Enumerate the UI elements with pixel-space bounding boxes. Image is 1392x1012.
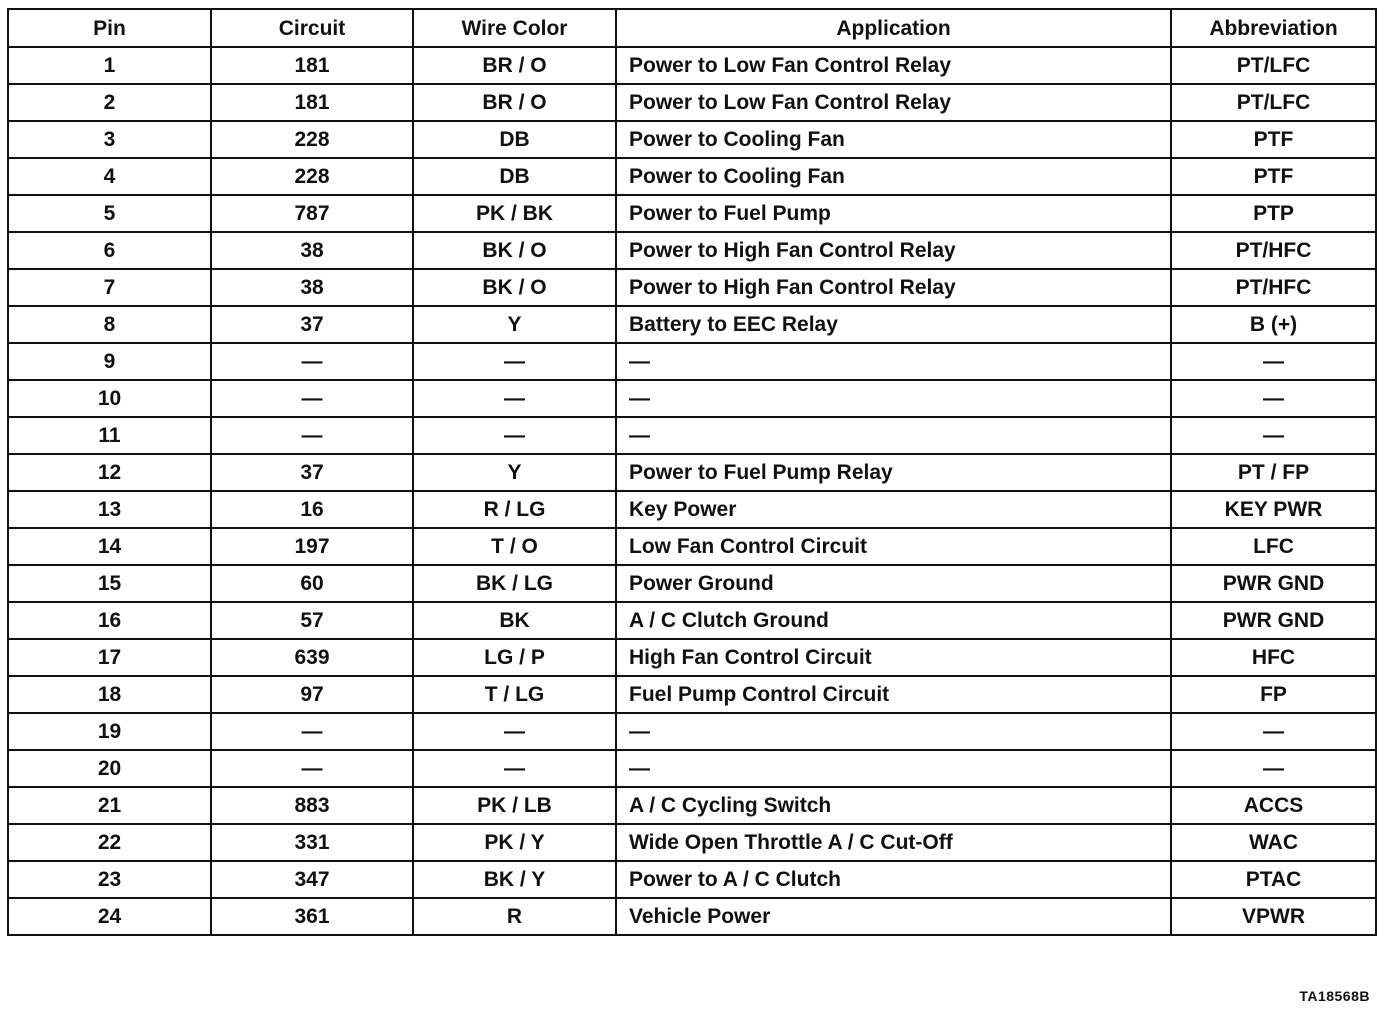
cell-wire-color: BK / O xyxy=(413,269,616,306)
cell-circuit: 16 xyxy=(211,491,413,528)
table-row xyxy=(8,602,1376,639)
cell-wire-color: BK / Y xyxy=(413,861,616,898)
cell-circuit: 37 xyxy=(211,306,413,343)
cell-pin: 1 xyxy=(8,47,211,84)
cell-abbreviation: B (+) xyxy=(1171,306,1376,343)
cell-pin: 2 xyxy=(8,84,211,121)
cell-abbreviation: KEY PWR xyxy=(1171,491,1376,528)
cell-circuit: — xyxy=(211,380,413,417)
header-application: Application xyxy=(616,9,1171,47)
table-row xyxy=(8,84,1376,121)
cell-circuit: 57 xyxy=(211,602,413,639)
cell-wire-color: BK xyxy=(413,602,616,639)
cell-circuit: 37 xyxy=(211,454,413,491)
cell-pin: 16 xyxy=(8,602,211,639)
table-row xyxy=(8,898,1376,935)
header-abbreviation: Abbreviation xyxy=(1171,9,1376,47)
cell-abbreviation: LFC xyxy=(1171,528,1376,565)
cell-application: — xyxy=(616,750,1171,787)
cell-pin: 8 xyxy=(8,306,211,343)
cell-circuit: 38 xyxy=(211,232,413,269)
table-row xyxy=(8,861,1376,898)
cell-circuit: 228 xyxy=(211,158,413,195)
cell-circuit: 347 xyxy=(211,861,413,898)
table-row xyxy=(8,380,1376,417)
table-row xyxy=(8,232,1376,269)
cell-wire-color: R xyxy=(413,898,616,935)
cell-circuit: 38 xyxy=(211,269,413,306)
cell-application: Key Power xyxy=(616,491,1171,528)
cell-application: — xyxy=(616,343,1171,380)
cell-wire-color: PK / BK xyxy=(413,195,616,232)
cell-application: Power to Low Fan Control Relay xyxy=(616,84,1171,121)
table-row xyxy=(8,269,1376,306)
table-row xyxy=(8,750,1376,787)
table-row xyxy=(8,565,1376,602)
table-row xyxy=(8,195,1376,232)
header-circuit: Circuit xyxy=(211,9,413,47)
cell-circuit: 197 xyxy=(211,528,413,565)
cell-application: — xyxy=(616,713,1171,750)
cell-abbreviation: PT/LFC xyxy=(1171,47,1376,84)
cell-circuit: 181 xyxy=(211,47,413,84)
cell-wire-color: DB xyxy=(413,121,616,158)
cell-pin: 21 xyxy=(8,787,211,824)
figure-reference: TA18568B xyxy=(1299,988,1370,1004)
cell-pin: 12 xyxy=(8,454,211,491)
cell-abbreviation: ACCS xyxy=(1171,787,1376,824)
cell-wire-color: PK / Y xyxy=(413,824,616,861)
cell-pin: 9 xyxy=(8,343,211,380)
cell-wire-color: T / LG xyxy=(413,676,616,713)
cell-circuit: 331 xyxy=(211,824,413,861)
cell-wire-color: LG / P xyxy=(413,639,616,676)
cell-pin: 3 xyxy=(8,121,211,158)
cell-abbreviation: — xyxy=(1171,713,1376,750)
cell-wire-color: BK / LG xyxy=(413,565,616,602)
cell-pin: 5 xyxy=(8,195,211,232)
cell-pin: 7 xyxy=(8,269,211,306)
cell-pin: 15 xyxy=(8,565,211,602)
cell-wire-color: — xyxy=(413,380,616,417)
cell-pin: 22 xyxy=(8,824,211,861)
cell-circuit: 639 xyxy=(211,639,413,676)
table-body xyxy=(8,47,1376,935)
cell-wire-color: Y xyxy=(413,454,616,491)
cell-application: — xyxy=(616,417,1171,454)
cell-pin: 19 xyxy=(8,713,211,750)
cell-application: Power to Low Fan Control Relay xyxy=(616,47,1171,84)
table-row xyxy=(8,121,1376,158)
cell-wire-color: BR / O xyxy=(413,47,616,84)
cell-application: Power to High Fan Control Relay xyxy=(616,232,1171,269)
pin-table xyxy=(7,8,1377,936)
cell-application: Fuel Pump Control Circuit xyxy=(616,676,1171,713)
table-row xyxy=(8,787,1376,824)
cell-pin: 13 xyxy=(8,491,211,528)
cell-pin: 20 xyxy=(8,750,211,787)
cell-circuit: 883 xyxy=(211,787,413,824)
cell-circuit: — xyxy=(211,343,413,380)
table-row xyxy=(8,343,1376,380)
cell-circuit: 787 xyxy=(211,195,413,232)
cell-abbreviation: PTAC xyxy=(1171,861,1376,898)
table-row xyxy=(8,306,1376,343)
cell-wire-color: Y xyxy=(413,306,616,343)
cell-application: Vehicle Power xyxy=(616,898,1171,935)
table-row xyxy=(8,713,1376,750)
cell-pin: 17 xyxy=(8,639,211,676)
cell-circuit: — xyxy=(211,750,413,787)
cell-circuit: 228 xyxy=(211,121,413,158)
cell-wire-color: PK / LB xyxy=(413,787,616,824)
cell-wire-color: — xyxy=(413,417,616,454)
table-row xyxy=(8,491,1376,528)
cell-abbreviation: — xyxy=(1171,343,1376,380)
cell-pin: 23 xyxy=(8,861,211,898)
cell-abbreviation: FP xyxy=(1171,676,1376,713)
cell-circuit: — xyxy=(211,713,413,750)
cell-application: Power to A / C Clutch xyxy=(616,861,1171,898)
cell-circuit: 181 xyxy=(211,84,413,121)
table-row xyxy=(8,454,1376,491)
cell-abbreviation: PWR GND xyxy=(1171,565,1376,602)
cell-abbreviation: PTF xyxy=(1171,121,1376,158)
header-row xyxy=(8,9,1376,47)
table-row xyxy=(8,676,1376,713)
cell-abbreviation: HFC xyxy=(1171,639,1376,676)
cell-application: Power to High Fan Control Relay xyxy=(616,269,1171,306)
cell-wire-color: — xyxy=(413,343,616,380)
cell-wire-color: — xyxy=(413,713,616,750)
cell-abbreviation: PT/LFC xyxy=(1171,84,1376,121)
cell-abbreviation: PT / FP xyxy=(1171,454,1376,491)
table-row xyxy=(8,639,1376,676)
cell-abbreviation: — xyxy=(1171,417,1376,454)
cell-circuit: 361 xyxy=(211,898,413,935)
header-pin: Pin xyxy=(8,9,211,47)
cell-pin: 4 xyxy=(8,158,211,195)
cell-application: Power to Fuel Pump Relay xyxy=(616,454,1171,491)
cell-pin: 14 xyxy=(8,528,211,565)
cell-application: Power to Fuel Pump xyxy=(616,195,1171,232)
cell-abbreviation: PTP xyxy=(1171,195,1376,232)
table-row xyxy=(8,824,1376,861)
cell-abbreviation: PWR GND xyxy=(1171,602,1376,639)
cell-application: Battery to EEC Relay xyxy=(616,306,1171,343)
cell-wire-color: DB xyxy=(413,158,616,195)
cell-pin: 11 xyxy=(8,417,211,454)
cell-pin: 24 xyxy=(8,898,211,935)
cell-abbreviation: WAC xyxy=(1171,824,1376,861)
cell-application: — xyxy=(616,380,1171,417)
cell-wire-color: — xyxy=(413,750,616,787)
cell-application: High Fan Control Circuit xyxy=(616,639,1171,676)
cell-wire-color: R / LG xyxy=(413,491,616,528)
cell-application: Power to Cooling Fan xyxy=(616,158,1171,195)
cell-abbreviation: — xyxy=(1171,380,1376,417)
cell-circuit: — xyxy=(211,417,413,454)
cell-pin: 6 xyxy=(8,232,211,269)
cell-abbreviation: — xyxy=(1171,750,1376,787)
cell-abbreviation: PT/HFC xyxy=(1171,269,1376,306)
cell-pin: 10 xyxy=(8,380,211,417)
cell-wire-color: BK / O xyxy=(413,232,616,269)
cell-circuit: 97 xyxy=(211,676,413,713)
cell-circuit: 60 xyxy=(211,565,413,602)
cell-application: A / C Cycling Switch xyxy=(616,787,1171,824)
cell-application: A / C Clutch Ground xyxy=(616,602,1171,639)
cell-application: Power Ground xyxy=(616,565,1171,602)
header-wire-color: Wire Color xyxy=(413,9,616,47)
table-row xyxy=(8,528,1376,565)
cell-abbreviation: PT/HFC xyxy=(1171,232,1376,269)
table-row xyxy=(8,417,1376,454)
cell-application: Power to Cooling Fan xyxy=(616,121,1171,158)
cell-abbreviation: VPWR xyxy=(1171,898,1376,935)
table-row xyxy=(8,47,1376,84)
cell-application: Low Fan Control Circuit xyxy=(616,528,1171,565)
table-row xyxy=(8,158,1376,195)
cell-pin: 18 xyxy=(8,676,211,713)
cell-wire-color: BR / O xyxy=(413,84,616,121)
cell-application: Wide Open Throttle A / C Cut-Off xyxy=(616,824,1171,861)
cell-wire-color: T / O xyxy=(413,528,616,565)
cell-abbreviation: PTF xyxy=(1171,158,1376,195)
